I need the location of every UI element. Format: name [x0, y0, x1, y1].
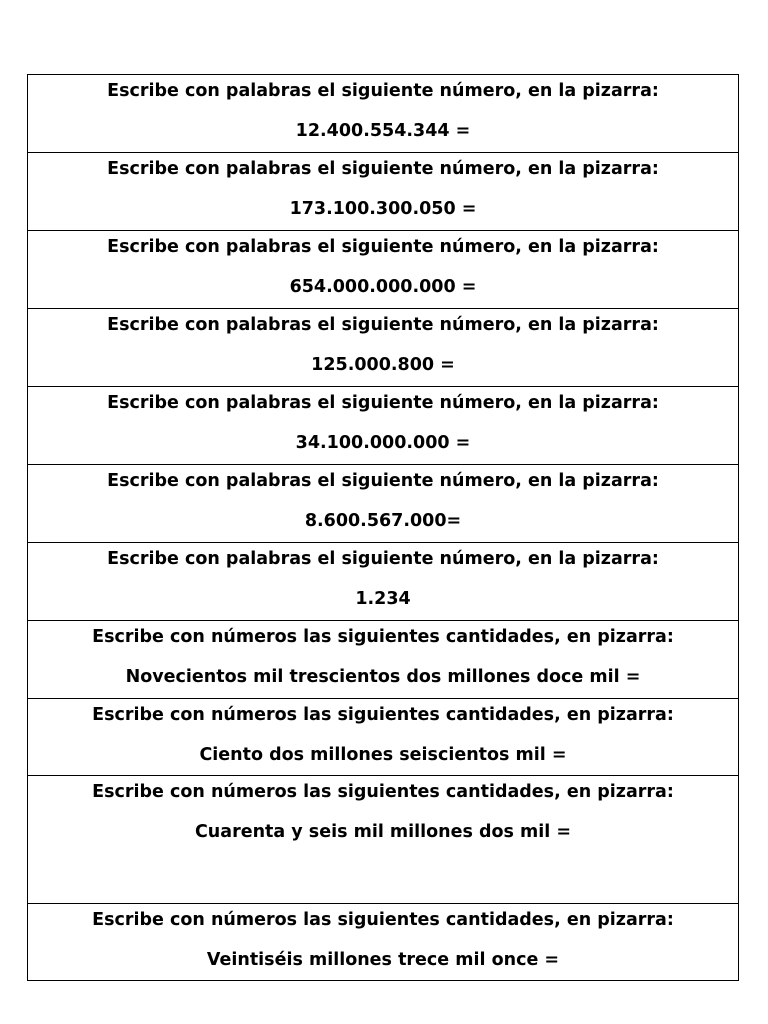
exercise-row-1 — [28, 75, 738, 153]
exercise-table — [27, 74, 739, 981]
exercise-prompt: 8.600.567.000= — [304, 511, 462, 531]
exercise-row-8 — [28, 621, 738, 699]
exercise-prompt: Novecientos mil trescientos dos millones doce mil = — [125, 667, 641, 687]
exercise-row-9 — [28, 699, 738, 776]
exercise-row-5 — [28, 387, 738, 465]
exercise-instruction: Escribe con números las siguientes cantidades, en pizarra: — [92, 910, 674, 930]
exercise-instruction: Escribe con palabras el siguiente número, en la pizarra: — [107, 159, 659, 179]
exercise-row-3 — [28, 231, 738, 309]
exercise-instruction: Escribe con palabras el siguiente número, en la pizarra: — [107, 237, 659, 257]
exercise-prompt: 34.100.000.000 = — [295, 433, 471, 453]
exercise-instruction: Escribe con palabras el siguiente número, en la pizarra: — [107, 393, 659, 413]
exercise-prompt: 125.000.800 = — [311, 355, 455, 375]
exercise-prompt: 12.400.554.344 = — [295, 121, 471, 141]
exercise-row-10 — [28, 776, 738, 904]
exercise-instruction: Escribe con números las siguientes cantidades, en pizarra: — [92, 782, 674, 802]
exercise-row-7 — [28, 543, 738, 621]
exercise-instruction: Escribe con palabras el siguiente número, en la pizarra: — [107, 315, 659, 335]
exercise-prompt: 173.100.300.050 = — [289, 199, 477, 219]
exercise-row-6 — [28, 465, 738, 543]
exercise-instruction: Escribe con palabras el siguiente número, en la pizarra: — [107, 471, 659, 491]
exercise-instruction: Escribe con números las siguientes cantidades, en pizarra: — [92, 627, 674, 647]
exercise-instruction: Escribe con números las siguientes cantidades, en pizarra: — [92, 705, 674, 725]
exercise-row-11 — [28, 904, 738, 980]
exercise-prompt: Veintiséis millones trece mil once = — [206, 950, 560, 970]
exercise-instruction: Escribe con palabras el siguiente número, en la pizarra: — [107, 81, 659, 101]
exercise-prompt: Cuarenta y seis mil millones dos mil = — [194, 822, 572, 842]
exercise-prompt: Ciento dos millones seiscientos mil = — [199, 745, 567, 765]
exercise-instruction: Escribe con palabras el siguiente número, en la pizarra: — [107, 549, 659, 569]
exercise-row-2 — [28, 153, 738, 231]
exercise-row-4 — [28, 309, 738, 387]
exercise-prompt: 654.000.000.000 = — [289, 277, 477, 297]
exercise-prompt: 1.234 — [355, 589, 411, 609]
